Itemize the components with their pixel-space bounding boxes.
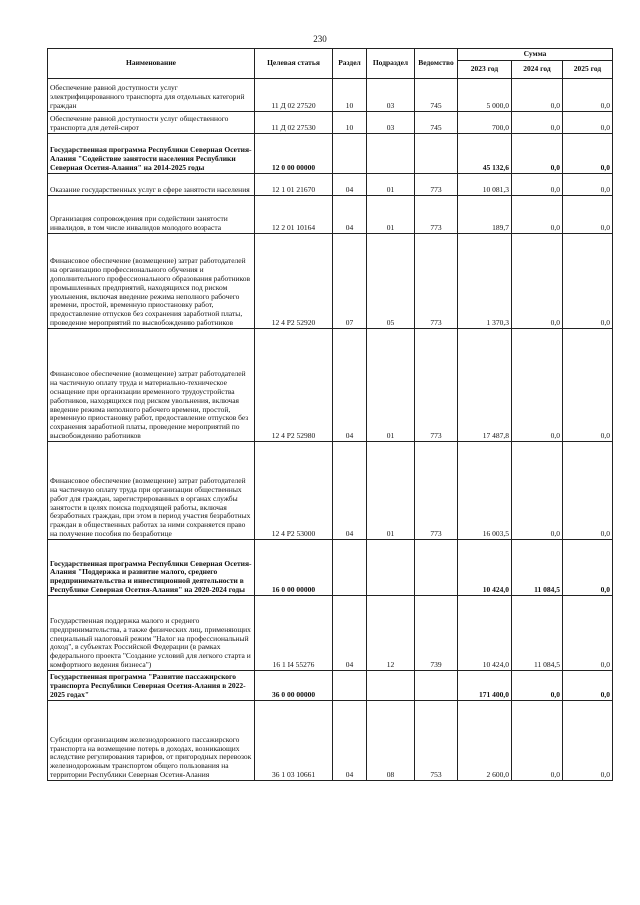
row-sum-2024: 0,0 [512,174,563,196]
row-subsection [367,671,415,701]
row-sum-2025: 0,0 [563,329,613,442]
row-department [415,671,458,701]
row-department: 773 [415,329,458,442]
row-section [333,134,367,174]
row-target: 12 4 Р2 53000 [255,442,333,540]
row-section: 04 [333,701,367,781]
header-name: Наименование [48,49,255,79]
row-sum-2023: 5 000,0 [458,79,512,112]
row-name: Оказание государственных услуг в сфере занятости населения [48,174,255,196]
row-sum-2025: 0,0 [563,701,613,781]
row-section: 10 [333,79,367,112]
row-sum-2023: 700,0 [458,112,512,134]
row-target: 12 2 01 10164 [255,196,333,234]
row-sum-2024: 0,0 [512,442,563,540]
header-department: Ведомство [415,49,458,79]
row-sum-2024: 0,0 [512,79,563,112]
row-sum-2025: 0,0 [563,540,613,596]
row-department: 773 [415,196,458,234]
row-sum-2024: 0,0 [512,234,563,329]
row-subsection: 12 [367,596,415,671]
row-department: 745 [415,79,458,112]
row-subsection [367,540,415,596]
row-section: 10 [333,112,367,134]
row-name: Государственная поддержка малого и среднего предпринимательства, а также физических лиц, применяющих специальный налоговый режим "Налог на профессиональный доход", в субъектах Российской Федерации (в рамках федерального проекта "Создание условий для легкого старта и комфортного ведения бизнеса") [48,596,255,671]
header-sum: Сумма [458,49,613,61]
row-sum-2024: 0,0 [512,134,563,174]
row-sum-2023: 45 132,6 [458,134,512,174]
header-section: Раздел [333,49,367,79]
row-subsection [367,134,415,174]
row-target: 12 1 01 21670 [255,174,333,196]
table-row [48,671,613,701]
row-sum-2024: 0,0 [512,329,563,442]
row-department: 773 [415,234,458,329]
row-sum-2025: 0,0 [563,79,613,112]
row-section: 04 [333,596,367,671]
row-subsection: 08 [367,701,415,781]
budget-table [47,48,613,781]
row-subsection: 01 [367,329,415,442]
row-department: 739 [415,596,458,671]
header-2023: 2023 год [458,61,512,79]
row-name: Обеспечение равной доступности услуг общественного транспорта для детей-сирот [48,112,255,134]
row-name: Финансовое обеспечение (возмещение) затрат работодателей на частичную оплату труда при организации общественных работ для граждан, зарегистрированных в органах службы занятости в целях поиска подходящей работы, включая безработных граждан, при этом в период участия безработных граждан в общественных работах за ними сохраняется право на получение пособия по безработице [48,442,255,540]
row-name: Государственная программа Республики Северная Осетия-Алания "Содействие занятости населения Республики Северная Осетия-Алания" на 2014-2025 годы [48,134,255,174]
row-department: 773 [415,442,458,540]
row-sum-2024: 0,0 [512,196,563,234]
row-target: 12 4 Р2 52980 [255,329,333,442]
row-name: Государственная программа "Развитие пассажирского транспорта Республики Северная Осетия-Алания в 2022-2025 годах" [48,671,255,701]
row-sum-2024: 0,0 [512,112,563,134]
header-2025: 2025 год [563,61,613,79]
table-row [48,540,613,596]
row-target: 36 0 00 00000 [255,671,333,701]
table-row [48,329,613,442]
row-sum-2023: 16 003,5 [458,442,512,540]
header-2024: 2024 год [512,61,563,79]
row-section [333,671,367,701]
table-row [48,442,613,540]
row-subsection: 01 [367,442,415,540]
header-subsection: Подраздел [367,49,415,79]
row-sum-2023: 10 424,0 [458,540,512,596]
row-name: Организация сопровождения при содействии занятости инвалидов, в том числе инвалидов молодого возраста [48,196,255,234]
row-subsection: 01 [367,196,415,234]
row-department [415,134,458,174]
row-target: 12 4 Р2 52920 [255,234,333,329]
row-subsection: 05 [367,234,415,329]
row-target: 12 0 00 00000 [255,134,333,174]
row-sum-2025: 0,0 [563,174,613,196]
row-section: 04 [333,196,367,234]
row-section: 04 [333,442,367,540]
row-sum-2025: 0,0 [563,196,613,234]
row-section: 04 [333,329,367,442]
row-target: 16 1 I4 55276 [255,596,333,671]
row-sum-2023: 189,7 [458,196,512,234]
header-target: Целевая статья [255,49,333,79]
row-target: 11 Д 02 27530 [255,112,333,134]
row-sum-2024: 0,0 [512,701,563,781]
table-row [48,196,613,234]
row-department: 745 [415,112,458,134]
row-name: Государственная программа Республики Северная Осетия-Алания "Поддержка и развитие малого, среднего предпринимательства и инвестиционной деятельности в Республике Северная Осетия-Алания" на 2020-2024 годы [48,540,255,596]
row-sum-2023: 10 424,0 [458,596,512,671]
row-subsection: 03 [367,79,415,112]
row-subsection: 03 [367,112,415,134]
row-subsection: 01 [367,174,415,196]
row-sum-2025: 0,0 [563,596,613,671]
row-department: 753 [415,701,458,781]
row-section [333,540,367,596]
row-sum-2023: 171 400,0 [458,671,512,701]
table-row [48,234,613,329]
table-body [48,79,613,781]
row-sum-2023: 17 487,8 [458,329,512,442]
row-sum-2024: 11 084,5 [512,596,563,671]
row-sum-2025: 0,0 [563,671,613,701]
table-row [48,174,613,196]
row-department [415,540,458,596]
table-row [48,134,613,174]
page-number: 230 [313,34,327,44]
row-sum-2025: 0,0 [563,234,613,329]
row-department: 773 [415,174,458,196]
row-section: 04 [333,174,367,196]
row-sum-2025: 0,0 [563,134,613,174]
row-name: Обеспечение равной доступности услуг электрифицированного транспорта для отдельных категорий граждан [48,79,255,112]
row-sum-2023: 1 370,3 [458,234,512,329]
row-sum-2025: 0,0 [563,112,613,134]
row-section: 07 [333,234,367,329]
row-name: Субсидии организациям железнодорожного пассажирского транспорта на возмещение потерь в доходах, возникающих вследствие регулирования тарифов, от пригородных перевозок железнодорожным транспортом общего пользования на территории Республики Северная Осетия-Алания [48,701,255,781]
row-name: Финансовое обеспечение (возмещение) затрат работодателей на частичную оплату труда и материально-техническое оснащение при организации временного трудоустройства работников, находящихся под риском увольнения, включая введение режима неполного рабочего времени, простой, временную приостановку работ, предоставление отпусков без сохранения заработной платы, проведение мероприятий по высвобождению работников [48,329,255,442]
row-sum-2023: 10 081,3 [458,174,512,196]
table-row [48,701,613,781]
row-name: Финансовое обеспечение (возмещение) затрат работодателей на организацию профессионального обучения и дополнительного профессионального образования работников промышленных предприятий, находящихся под риском увольнения, включая введение режима неполного рабочего времени, простой, временную приостановку работ, предоставление отпусков без сохранения заработной платы, проведение мероприятий по высвобождению работников [48,234,255,329]
row-target: 36 1 03 10661 [255,701,333,781]
row-sum-2023: 2 600,0 [458,701,512,781]
row-sum-2024: 11 084,5 [512,540,563,596]
table-row [48,79,613,112]
table-row [48,112,613,134]
table-row [48,596,613,671]
row-sum-2025: 0,0 [563,442,613,540]
row-target: 11 Д 02 27520 [255,79,333,112]
row-target: 16 0 00 00000 [255,540,333,596]
row-sum-2024: 0,0 [512,671,563,701]
